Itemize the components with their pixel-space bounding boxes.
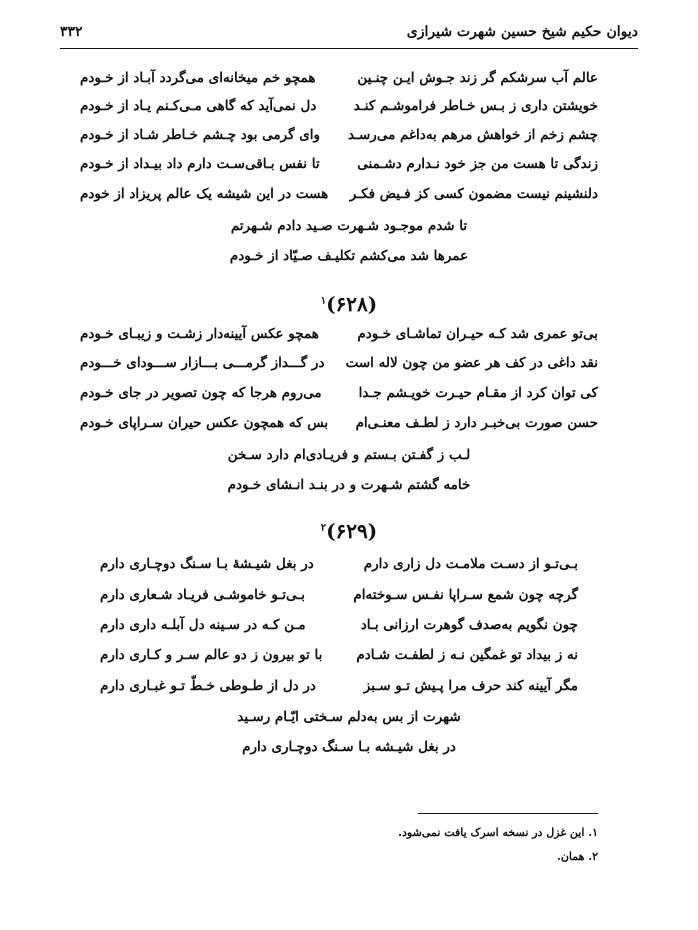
- hemistich-left: دل نمی‌آید که گاهی مـی‌کـنم یـاد از خـودم: [80, 98, 317, 114]
- ghazal-heading: [0, 519, 698, 543]
- book-title: دیوان حکیم شیخ حسین شهرت شیرازی: [406, 24, 638, 40]
- closing-line: شهرت از بس به‌دلم سـختی ایّـام رسـید: [237, 709, 461, 725]
- closing-line: لـب ز گفـتن بـستم و فریـادی‌ام دارد سـخن: [227, 447, 471, 463]
- closing-line: خامه گشتم شـهرت و در بنـد انـشای خـودم: [227, 477, 471, 493]
- footnote-ref: ۲: [320, 522, 327, 534]
- ghazal-number: (۶۲۸): [326, 292, 378, 316]
- hemistich-right: زندگی تا هست من جز خود نـدارم دشـمنی: [357, 156, 598, 172]
- couplet: [80, 355, 598, 381]
- hemistich-left: تا نفس بـاقی‌سـت دارم داد بیـداد از خـودم: [80, 156, 320, 172]
- page-header: [60, 24, 638, 46]
- hemistich-right: خویشتن داری ز بـس خـاطر فراموشـم کنـد: [353, 98, 598, 114]
- hemistich-right: نقد داغی در کف هر عضو من چون لاله است: [345, 355, 598, 371]
- couplet: [100, 678, 578, 704]
- hemistich-right: بی‌تو عمری شد کـه حیـران تماشـای خـودم: [357, 326, 598, 342]
- ghazal-heading: [0, 292, 698, 316]
- couplet: [80, 415, 598, 441]
- ghazal-number: (۶۲۹): [326, 519, 378, 543]
- hemistich-left: در بغل شیـشهٔ بـا سـنگ دوچـاری دارم: [100, 556, 314, 572]
- hemistich-right: نه ز بیداد تو غمگین نـه ز لطفـت شـادم: [356, 647, 578, 663]
- hemistich-right: مگر آیینه کند حرف مرا پـیش تـو سـبز: [363, 678, 578, 694]
- hemistich-left: در دل از طـوطی خـطّ تـو غبـاری دارم: [100, 678, 316, 694]
- header-rule: [60, 48, 638, 49]
- footnote: ۲. همان.: [556, 850, 598, 863]
- closing-line: تا شدم موجـود شـهرت صـید دادم شـهرتم: [230, 218, 468, 234]
- couplet: [100, 587, 578, 613]
- footnote: ۱. این غزل در نسخه اسرک یافت نمی‌شود.: [398, 826, 598, 839]
- hemistich-right: بـی‌تـو از دسـت ملامـت دل زاری دارم: [363, 556, 578, 572]
- page-number: ۳۳۲: [60, 24, 83, 40]
- hemistich-right: دلنشینم نیست مضمون کسی کز فـیض فکـر: [349, 186, 598, 202]
- couplet: [80, 127, 598, 153]
- hemistich-right: چشم زخم از خواهش مرهم به‌داغم می‌رسـد: [347, 127, 598, 143]
- couplet: [100, 556, 578, 582]
- hemistich-left: همچو عکس آیینه‌دار زشـت و زیبـای خـودم: [80, 326, 319, 342]
- hemistich-left: هست در این شیشه یک عالم پریزاد از خودم: [80, 186, 329, 202]
- hemistich-left: بـی‌تـو خاموشـی فریـاد شـعاری دارم: [100, 587, 305, 603]
- hemistich-left: وای گرمی بود چـشم خـاطر شـاد از خـودم: [80, 127, 321, 143]
- hemistich-right: حسن صورت بی‌خبـر دارد ز لطـف معنـی‌ام: [355, 415, 598, 431]
- closing-line: عمرها شد می‌کشم تکلیـف صـیّاد از خـودم: [229, 248, 469, 264]
- footnote-rule: [418, 813, 598, 814]
- hemistich-right: کی توان کرد از مقـام حیـرت خویـشم جـدا: [358, 385, 598, 401]
- hemistich-right: گرچه چون شمع سـراپا نفـس سـوخته‌ام: [353, 587, 578, 603]
- hemistich-left: در گـــداز گرمـــی بـــازار ســـودای خـــودم: [80, 355, 325, 371]
- closing-line: در بغل شیـشه بـا سـنگ دوچـاری دارم: [242, 739, 456, 755]
- hemistich-left: مـن کـه در سـینه دل آبلـه داری دارم: [100, 617, 306, 633]
- hemistich-left: بس که همچون عکس حیران سـراپای خـودم: [80, 415, 329, 431]
- couplet: [80, 70, 598, 96]
- hemistich-left: می‌روم هرجا که چون تصویر در جای خـودم: [80, 385, 322, 401]
- hemistich-left: همچو خم میخانه‌ای می‌گردد آبـاد از خـودم: [80, 70, 316, 86]
- footnote-ref: ۱: [320, 295, 327, 307]
- couplet: [80, 186, 598, 212]
- couplet: [80, 156, 598, 182]
- couplet: [80, 98, 598, 124]
- hemistich-left: با تو بیرون ز دو عالم سـر و کـاری دارم: [100, 647, 323, 663]
- hemistich-right: عالم آب سرشکم گر زند جـوش ایـن چنـین: [357, 70, 598, 86]
- couplet: [80, 326, 598, 352]
- hemistich-right: چون نگویم به‌صدف گوهرت ارزانی بـاد: [360, 617, 578, 633]
- couplet: [80, 385, 598, 411]
- couplet: [100, 617, 578, 643]
- couplet: [100, 647, 578, 673]
